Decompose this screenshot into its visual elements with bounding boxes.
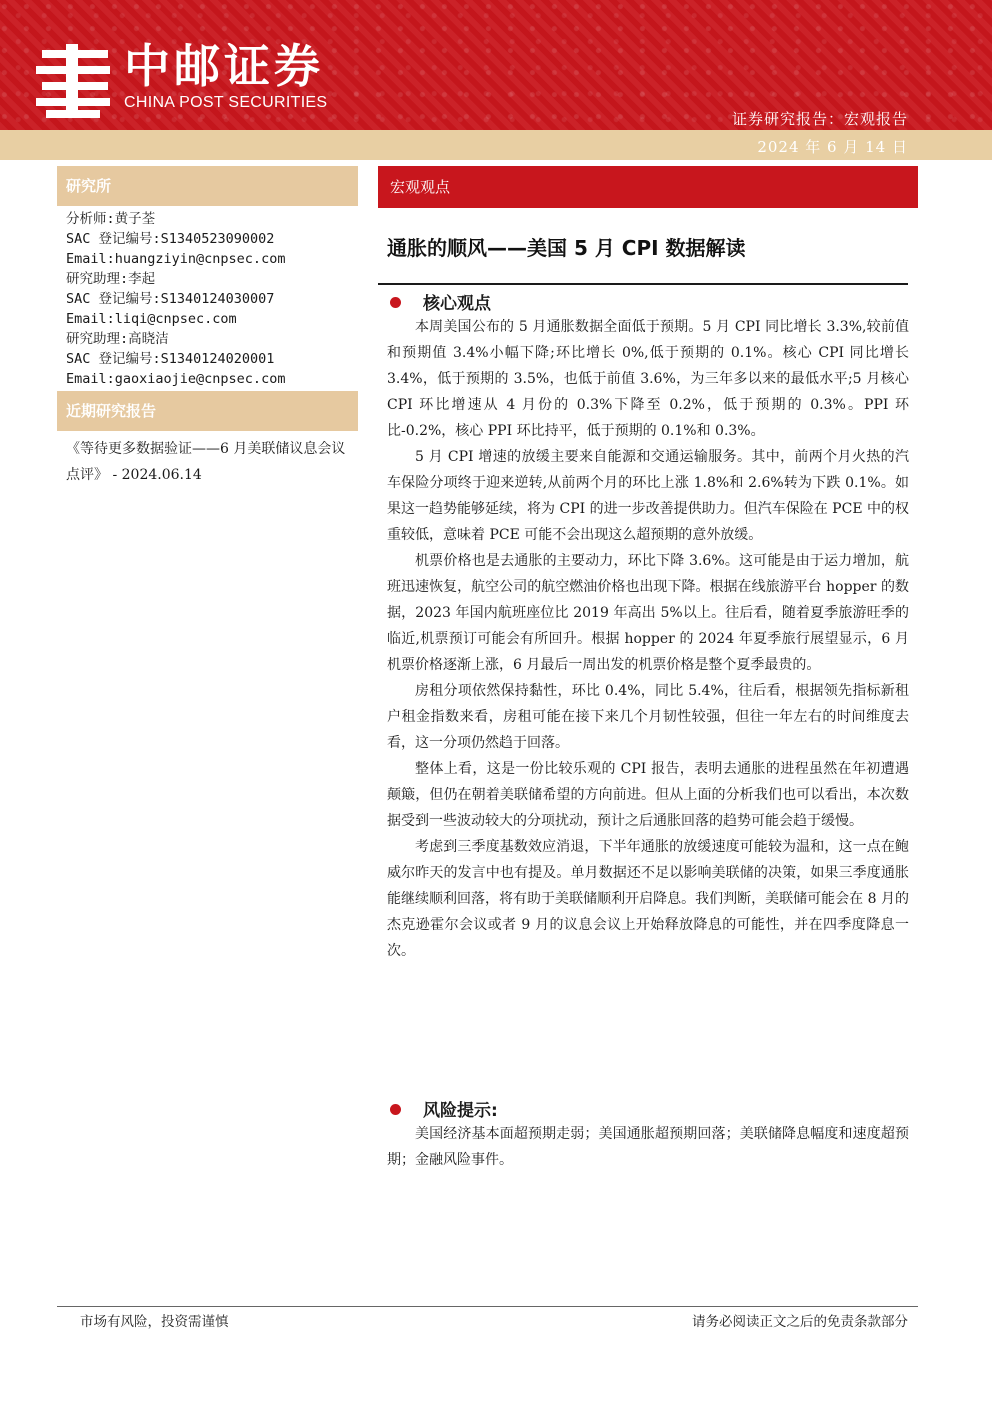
risk-heading-text: 风险提示: bbox=[423, 1101, 498, 1121]
header-banner bbox=[0, 0, 992, 130]
bullet-icon bbox=[390, 297, 401, 308]
title-divider bbox=[378, 283, 908, 285]
risk-body bbox=[387, 1121, 909, 1173]
analyst-line: SAC 登记编号:S1340124030007 bbox=[66, 291, 275, 307]
risk-heading bbox=[390, 1096, 498, 1121]
analyst-line: 研究助理:李起 bbox=[66, 271, 156, 287]
footer-notice: 请务必阅读正文之后的免责条款部分 bbox=[692, 1314, 908, 1330]
report-type: 证券研究报告：宏观报告 bbox=[731, 110, 908, 128]
analyst-email-link[interactable]: Email:huangziyin@cnpsec.com bbox=[66, 251, 286, 267]
analyst-list bbox=[66, 209, 356, 389]
analyst-line: 研究助理:高晓洁 bbox=[66, 331, 169, 347]
footer-divider bbox=[57, 1306, 918, 1307]
footer-disclaimer: 市场有风险，投资需谨慎 bbox=[80, 1314, 229, 1330]
institute-heading: 研究所 bbox=[57, 166, 358, 206]
paragraph: 5 月 CPI 增速的放缓主要来自能源和交通运输服务。其中，前两个月火热的汽车保险分项终于迎来逆转,从前两个月的环比上涨 1.8%和 2.6%转为下跌 0.1%。如果这一趋势能够延续，将为 CPI 的进一步改善提供助力。但汽车保险在 PCE 中的权重较低，意味着 PCE 可能不会出现这么超预期的意外放缓。 bbox=[387, 449, 909, 543]
recent-reports-heading: 近期研究报告 bbox=[57, 391, 358, 431]
china-post-logo-icon bbox=[32, 44, 114, 118]
paragraph: 本周美国公布的 5 月通胀数据全面低于预期。5 月 CPI 同比增长 3.3%,较前值和预期值 3.4%小幅下降;环比增长 0%,低于预期的 0.1%。核心 CPI 同比增长 3.4%，低于预期的 3.5%，也低于前值 3.6%，为三年多以来的最低水平;5 月核心 CPI 环比增速从 4 月份的 0.3%下降至 0.2%，低于预期的 0.3%。PPI 环比-0.2%，核心 PPI 环比持平，低于预期的 0.1%和 0.3%。 bbox=[387, 319, 909, 439]
analyst-line: SAC 登记编号:S1340523090002 bbox=[66, 231, 275, 247]
paragraph: 整体上看，这是一份比较乐观的 CPI 报告，表明去通胀的进程虽然在年初遭遇颠簸，但仍在朝着美联储希望的方向前进。但从上面的分析我们也可以看出，本次数据受到一些波动较大的分项扰动，预计之后通胀回落的趋势可能会趋于缓慢。 bbox=[387, 761, 909, 829]
date-strip bbox=[0, 130, 992, 160]
recent-report-link[interactable]: 《等待更多数据验证——6 月美联储议息会议点评》 - 2024.06.14 bbox=[66, 441, 346, 483]
paragraph: 机票价格也是去通胀的主要动力，环比下降 3.6%。这可能是由于运力增加，航班迅速恢复，航空公司的航空燃油价格也出现下降。根据在线旅游平台 hopper 的数据，2023 年国内航班座位比 2019 年高出 5%以上。往后看，随着夏季旅游旺季的临近,机票预订可能会有所回升。根据 hopper 的 2024 年夏季旅行展望显示，6 月机票价格逐渐上涨，6 月最后一周出发的机票价格是整个夏季最贵的。 bbox=[387, 553, 909, 673]
section-tag: 宏观观点 bbox=[378, 166, 918, 208]
brand-name-en: CHINA POST SECURITIES bbox=[124, 94, 328, 111]
page-title: 通胀的顺风——美国 5 月 CPI 数据解读 bbox=[387, 236, 746, 260]
core-heading-text: 核心观点 bbox=[423, 294, 491, 314]
core-heading bbox=[390, 289, 491, 314]
paragraph: 美国经济基本面超预期走弱；美国通胀超预期回落；美联储降息幅度和速度超预期；金融风险事件。 bbox=[387, 1126, 909, 1168]
report-date: 2024 年 6 月 14 日 bbox=[757, 138, 908, 156]
analyst-line: 分析师:黄子荃 bbox=[66, 211, 156, 227]
paragraph: 考虑到三季度基数效应消退，下半年通胀的放缓速度可能较为温和，这一点在鲍威尔昨天的发言中也有提及。单月数据还不足以影响美联储的决策，如果三季度通胀能继续顺利回落，将有助于美联储顺利开启降息。我们判断，美联储可能会在 8 月的杰克逊霍尔会议或者 9 月的议息会议上开始释放降息的可能性，并在四季度降息一次。 bbox=[387, 839, 909, 959]
bullet-icon bbox=[390, 1104, 401, 1115]
brand-name-cn: 中邮证券 bbox=[124, 39, 324, 93]
paragraph: 房租分项依然保持黏性，环比 0.4%，同比 5.4%，往后看，根据领先指标新租户租金指数来看，房租可能在接下来几个月韧性较强，但往一年左右的时间维度去看，这一分项仍然趋于回落。 bbox=[387, 683, 909, 751]
analyst-email-link[interactable]: Email:liqi@cnpsec.com bbox=[66, 311, 237, 327]
core-body bbox=[387, 314, 909, 964]
analyst-line: SAC 登记编号:S1340124020001 bbox=[66, 351, 275, 367]
analyst-email-link[interactable]: Email:gaoxiaojie@cnpsec.com bbox=[66, 371, 286, 387]
